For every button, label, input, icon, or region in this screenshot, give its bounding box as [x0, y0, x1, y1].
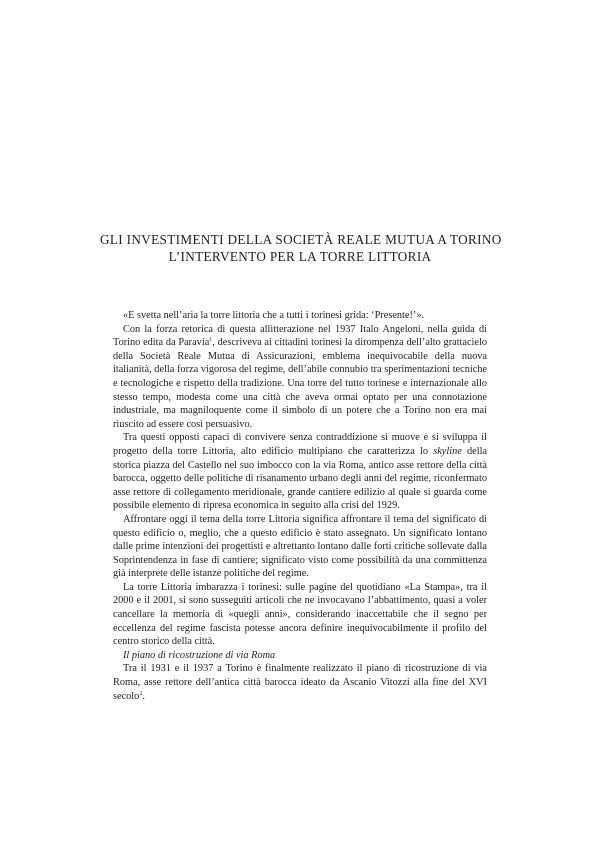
paragraph-text: Con la forza retorica di questa allitterazione nel 1937 Italo Angeloni, nella guida di Torino edita da Paravia — [113, 323, 487, 349]
body-text — [113, 309, 487, 703]
paragraph-significance: Affrontare oggi il tema della torre Littoria significa affrontare il tema del significato di questo edificio o, meglio, che a questo edificio è stato assegnato. Un significato lontano dalle prime intenzioni dei progettisti e altrettanto lontano dalle forti critiche sollevate dalla Soprintendenza in fase di cantiere; significato visto come possibilità da una committenza già interprete delle istanze politiche del regime. — [113, 513, 487, 580]
chapter-title-line-2: L’INTERVENTO PER LA TORRE LITTORIA — [168, 249, 432, 264]
italic-term-skyline: skyline — [433, 445, 462, 457]
footnote-marker-2: 2 — [139, 690, 143, 697]
chapter-title — [100, 231, 500, 265]
paragraph-angeloni — [113, 323, 487, 432]
paragraph-text: della storica piazza del Castello nel suo imbocco con la via Roma, antico asse rettore della città barocca, oggetto delle politiche di risanamento urbano degli anni del regime, riconfermato asse rettore di collegamento meridionale, grande cantiere edilizio al quale si guarda come possibile elemento di ripresa economica in seguito alla crisi del 1929. — [113, 445, 487, 512]
paragraph-epigraph-quote: «E svetta nell’aria la torre littoria che a tutti i torinesi grida: ‘Presente!’». — [123, 310, 425, 321]
footnote-marker-1: 1 — [209, 337, 213, 344]
paragraph-text: Tra il 1931 e il 1937 a Torino è finalmente realizzato il piano di ricostruzione di via Roma, asse rettore dell’antica città barocca ideato da Ascanio Vitozzi alla fine del XVI secolo — [113, 663, 487, 702]
chapter-title-line-1: GLI INVESTIMENTI DELLA SOCIETÀ REALE MUTUA A TORINO — [100, 232, 502, 247]
paragraph-torre-littoria-project — [113, 431, 487, 513]
paragraph-la-stampa: La torre Littoria imbarazza i torinesi: sulle pagine del quotidiano «La Stampa», tra il 2000 e il 2001, si sono susseguiti articoli che ne invocavano l’abbattimento, quasi a voler cancellare la memoria di «quegli anni», considerando inaccettabile che il segno per eccellenza del regime fascista potesse ancora definire inequivocabilmente il profilo del centro storico della città. — [113, 581, 487, 648]
paragraph-text: , descriveva ai cittadini torinesi la dirompenza dell’alto grattacielo della Società Reale Mutua di Assicurazioni, emblema inequivocabile della nuova italianità, della forza vigorosa del regime, dell’abile connubio tra sperimentazioni tecniche e tecnologiche e rispetto della tradizione. Una torre del tutto torinese e internazionale allo stesso tempo, modesta come una città che aveva ormai optato per una connotazione industriale, ma magniloquente come il simbolo di un potere che a Torino non era mai riuscito ad essere così persuasivo. — [113, 337, 487, 430]
section-subheading: Il piano di ricostruzione di via Roma — [123, 649, 276, 661]
paragraph-text: Tra questi opposti capaci di convivere senza contraddizione si muove e si sviluppa il progetto della torre Littoria, alto edificio multipiano che caratterizza lo — [113, 432, 487, 457]
paragraph-via-roma — [113, 662, 487, 703]
paragraph-text: . — [142, 690, 145, 702]
